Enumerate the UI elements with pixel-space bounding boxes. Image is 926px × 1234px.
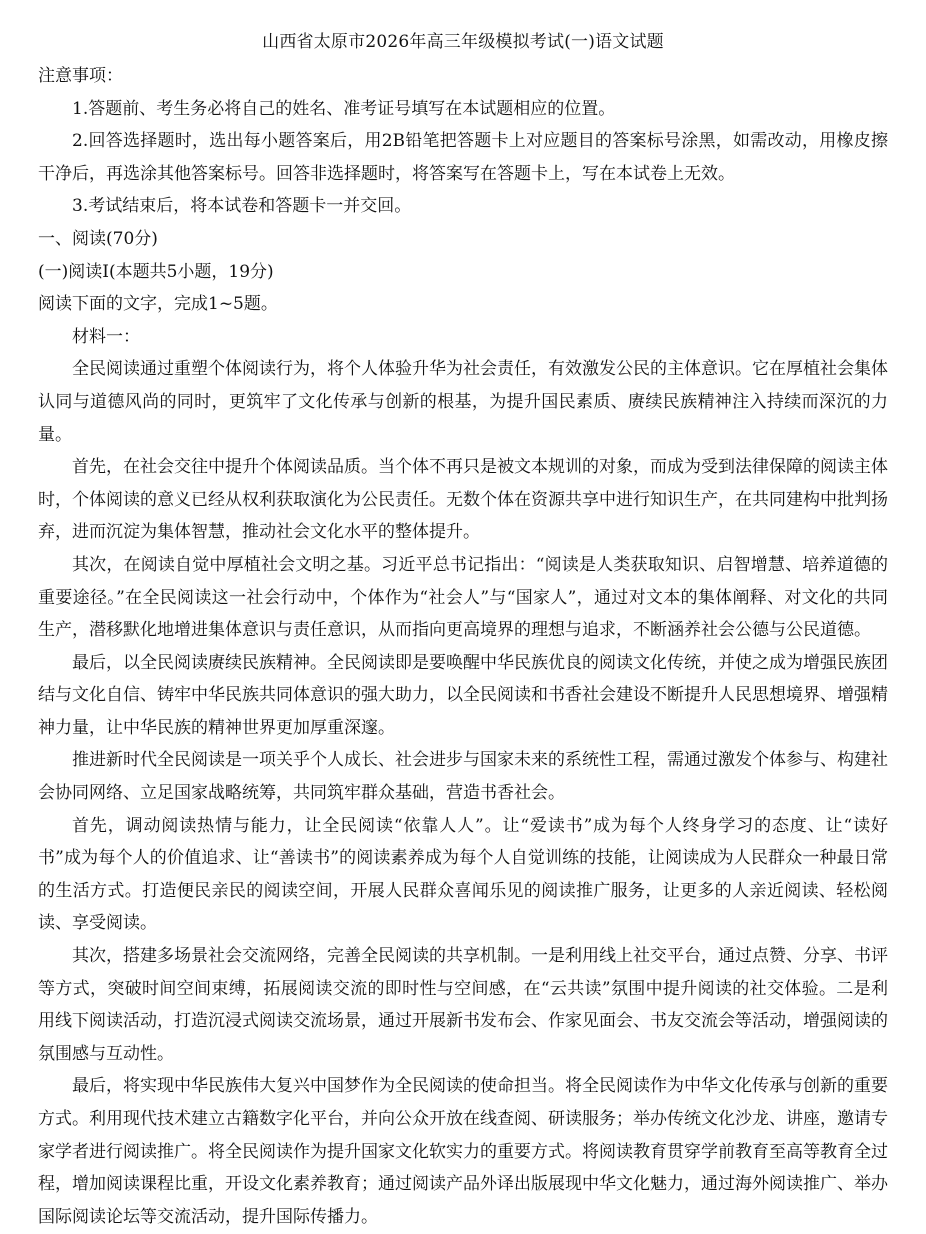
- paragraph-1: 全民阅读通过重塑个体阅读行为，将个人体验升华为社会责任，有效激发公民的主体意识。它在厚植社会集体认同与道德风尚的同时，更筑牢了文化传承与创新的根基，为提升国民素质、赓续民族精神注入持续而深沉的力量。: [38, 359, 888, 445]
- reading-instruction: 阅读下面的文字，完成1~5题。: [38, 294, 278, 315]
- paragraph-5: 推进新时代全民阅读是一项关乎个人成长、社会进步与国家未来的系统性工程，需通过激发个体参与、构建社会协同网络、立足国家战略统筹，共同筑牢群众基础，营造书香社会。: [38, 750, 888, 804]
- notice-item-3: 3.考试结束后，将本试卷和答题卡一并交回。: [72, 196, 412, 217]
- paragraph-2: 首先，在社会交往中提升个体阅读品质。当个体不再只是被文本规训的对象，而成为受到法律保障的阅读主体时，个体阅读的意义已经从权利获取演化为公民责任。无数个体在资源共享中进行知识生产，在共同建构中批判扬弃，进而沉淀为集体智慧，推动社会文化水平的整体提升。: [38, 457, 888, 543]
- paragraph-6: 首先，调动阅读热情与能力，让全民阅读“依靠人人”。让“爱读书”成为每个人终身学习的态度、让“读好书”成为每个人的价值追求、让“善读书”的阅读素养成为每个人自觉训练的技能，让阅读成为人民群众一种最日常的生活方式。打造便民亲民的阅读空间，开展人民群众喜闻乐见的阅读推广服务，让更多的人亲近阅读、轻松阅读、享受阅读。: [38, 815, 888, 934]
- notice-item-1: 1.答题前、考生务必将自己的姓名、准考证号填写在本试题相应的位置。: [72, 98, 616, 119]
- paragraph-8: 最后，将实现中华民族伟大复兴中国梦作为全民阅读的使命担当。将全民阅读作为中华文化传承与创新的重要方式。利用现代技术建立古籍数字化平台，并向公众开放在线查阅、研读服务；举办传统文化沙龙、讲座，邀请专家学者进行阅读推广。将全民阅读作为提升国家文化软实力的重要方式。将阅读教育贯穿学前教育至高等教育全过程，增加阅读课程比重，开设文化素养教育；通过阅读产品外译出版展现中华文化魅力，通过海外阅读推广、举办国际阅读论坛等交流活动，提升国际传播力。: [38, 1076, 888, 1227]
- section-heading: 一、阅读(70分): [38, 228, 158, 249]
- material-label: 材料一：: [72, 326, 140, 347]
- notice-item-2: 2.回答选择题时，选出每小题答案后，用2B铅笔把答题卡上对应题目的答案标号涂黑，如需改动，用橡皮擦干净后，再选涂其他答案标号。回答非选择题时，将答案写在答题卡上，写在本试卷上无效。: [38, 131, 888, 184]
- paragraph-4: 最后，以全民阅读赓续民族精神。全民阅读即是要唤醒中华民族优良的阅读文化传统，并使之成为增强民族团结与文化自信、铸牢中华民族共同体意识的强大助力，以全民阅读和书香社会建设不断提升人民思想境界、增强精神力量，让中华民族的精神世界更加厚重深邃。: [38, 652, 888, 738]
- notice-heading: 注意事项：: [38, 66, 123, 86]
- subsection-heading: (一)阅读I(本题共5小题，19分): [38, 261, 274, 282]
- page-title: 山西省太原市2026年高三年级模拟考试(一)语文试题: [262, 32, 664, 52]
- paragraph-7: 其次，搭建多场景社会交流网络，完善全民阅读的共享机制。一是利用线上社交平台，通过点赞、分享、书评等方式，突破时间空间束缚，拓展阅读交流的即时性与空间感，在“云共读”氛围中提升阅读的社交体验。二是利用线下阅读活动，打造沉浸式阅读交流场景，通过开展新书发布会、作家见面会、书友交流会等活动，增强阅读的氛围感与互动性。: [38, 946, 888, 1064]
- paragraph-3: 其次，在阅读自觉中厚植社会文明之基。习近平总书记指出：“阅读是人类获取知识、启智增慧、培养道德的重要途径。”在全民阅读这一社会行动中，个体作为“社会人”与“国家人”，通过对文本的集体阐释、对文化的共同生产，潜移默化地增进集体意识与责任意识，从而指向更高境界的理想与追求，不断涵养社会公德与公民道德。: [38, 554, 888, 641]
